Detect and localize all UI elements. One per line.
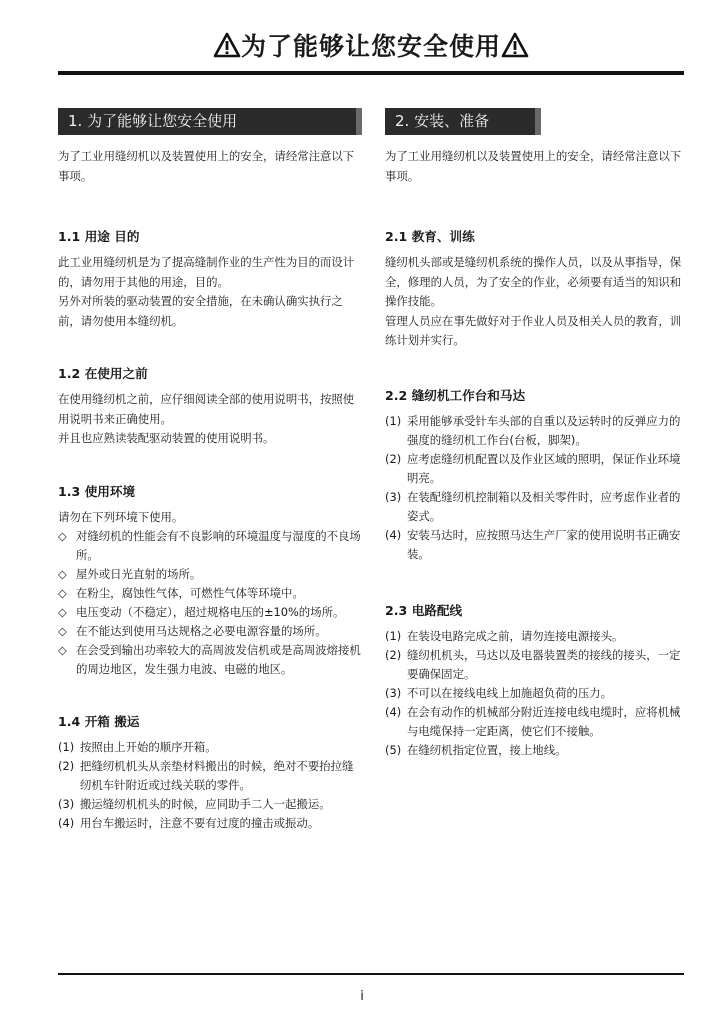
left-column [58, 108, 362, 833]
list-item: (2) 把缝纫机机头从亲垫材料搬出的时候，绝对不要抬拉缝纫机车针附近或过线关联的零件。 [58, 759, 354, 792]
intro-text: 为了工业用缝纫机以及装置使用上的安全，请经常注意以下事项。 [385, 149, 682, 183]
paragraph: 并且也应熟读装配驱动装置的使用说明书。 [58, 431, 275, 445]
list-item: (1) 按照由上开始的顺序开箱。 [58, 738, 362, 757]
section-heading: 1.2 在使用之前 [58, 366, 148, 381]
paragraph: 管理人员应在事先做好对于作业人员及相关人员的教育，训练计划并实行。 [385, 313, 682, 347]
diamond-bullet-icon: ◇ [58, 567, 67, 581]
list-item: (4) 在会有动作的机械部分附近连接电线电缆时，应将机械与电缆保持一定距离，使它们不接触。 [385, 704, 681, 738]
section-heading: 2.1 教育、训练 [385, 229, 475, 244]
title-rule [58, 71, 684, 75]
list-item: ◇ 在粉尘，腐蚀性气体，可燃性气体等环境中。 [58, 584, 362, 603]
list-item: ◇ 屋外或日光直射的场所。 [58, 565, 362, 584]
page-title-row [58, 30, 684, 67]
paragraph: 此工业用缝纫机是为了提高缝制作业的生产性为目的而设计的，请勿用于其他的用途，目的。 [58, 255, 355, 289]
list-item: (1) 采用能够承受针车头部的自重以及运转时的反弹应力的强度的缝纫机工作台(台板，脚架)。 [385, 413, 681, 447]
diamond-bullet-icon: ◇ [58, 624, 67, 638]
section-heading: 1.4 开箱 搬运 [58, 714, 140, 729]
item-number: (4) [385, 527, 402, 542]
list-item: ◇ 在不能达到使用马达规格之必要电源容量的场所。 [58, 622, 362, 641]
item-number: (1) [385, 628, 402, 643]
paragraph: 请勿在下列环境下使用。 [58, 509, 184, 524]
list-item: (3) 不可以在接线电线上加施超负荷的压力。 [385, 684, 687, 703]
page-number: i [360, 989, 364, 1004]
section-heading: 2.2 缝纫机工作台和马达 [385, 387, 526, 403]
paragraph: 另外对所装的驱动装置的安全措施，在未确认确实执行之前，请勿使用本缝纫机。 [58, 294, 343, 328]
diamond-bullet-icon: ◇ [58, 605, 67, 619]
list-item: (4) 用台车搬运时，注意不要有过度的撞击或振动。 [58, 814, 362, 833]
section-heading: 1.3 使用环境 [58, 483, 136, 499]
diamond-bullet-icon: ◇ [58, 643, 67, 657]
item-number: (1) [58, 740, 75, 754]
item-number: (4) [385, 704, 402, 719]
diamond-bullet-icon: ◇ [58, 586, 67, 600]
diamond-bullet-icon: ◇ [58, 529, 67, 543]
item-number: (3) [58, 797, 75, 811]
footer-rule [58, 973, 684, 975]
list-item: ◇ 对缝纫机的性能会有不良影响的环境温度与湿度的不良场所。 [58, 529, 361, 562]
right-column [385, 108, 687, 760]
intro-text: 为了工业用缝纫机以及装置使用上的安全，请经常注意以下事项。 [58, 149, 355, 183]
item-number: (2) [385, 451, 402, 466]
list-item: (2) 缝纫机机头，马达以及电器装置类的接线的接头，一定要确保固定。 [385, 647, 681, 681]
list-item: (5) 在缝纫机指定位置，接上地线。 [385, 741, 687, 760]
list-item: (3) 搬运缝纫机机头的时候，应同助手二人一起搬运。 [58, 795, 362, 814]
section-banner: 1. 为了能够让您安全使用 [58, 108, 362, 135]
list-item: (4) 安装马达时，应按照马达生产厂家的使用说明书正确安装。 [385, 527, 681, 561]
list-item: (1) 在装设电路完成之前，请勿连接电源接头。 [385, 627, 687, 646]
list-item: ◇ 电压变动（不稳定），超过规格电压的±10%的场所。 [58, 603, 362, 622]
item-number: (2) [58, 759, 75, 773]
paragraph: 在使用缝纫机之前，应仔细阅读全部的使用说明书，按照使用说明书来正确使用。 [58, 392, 355, 426]
item-number: (2) [385, 647, 402, 662]
warning-triangle-icon [213, 32, 241, 67]
section-heading: 1.1 用途 目的 [58, 229, 140, 244]
item-number: (5) [385, 742, 402, 757]
section-banner: 2. 安装、准备 [385, 108, 541, 135]
list-item: ◇ 在会受到输出功率较大的高周波发信机或是高周波熔接机的周边地区，发生强力电波、电磁的地区。 [58, 643, 361, 676]
section-heading: 2.3 电路配线 [385, 602, 463, 618]
page-title: 为了能够让您安全使用 [240, 32, 501, 61]
item-number: (4) [58, 816, 75, 830]
list-item: (2) 应考虑缝纫机配置以及作业区域的照明，保证作业环境明亮。 [385, 451, 681, 485]
item-number: (3) [385, 685, 402, 700]
list-item: (3) 在装配缝纫机控制箱以及相关零件时，应考虑作业者的姿式。 [385, 489, 681, 523]
warning-triangle-icon [501, 32, 529, 67]
paragraph: 缝纫机头部或是缝纫机系统的操作人员，以及从事指导，保全，修理的人员，为了安全的作业，必须要有适当的知识和操作技能。 [385, 255, 682, 308]
item-number: (1) [385, 413, 402, 428]
item-number: (3) [385, 489, 402, 504]
